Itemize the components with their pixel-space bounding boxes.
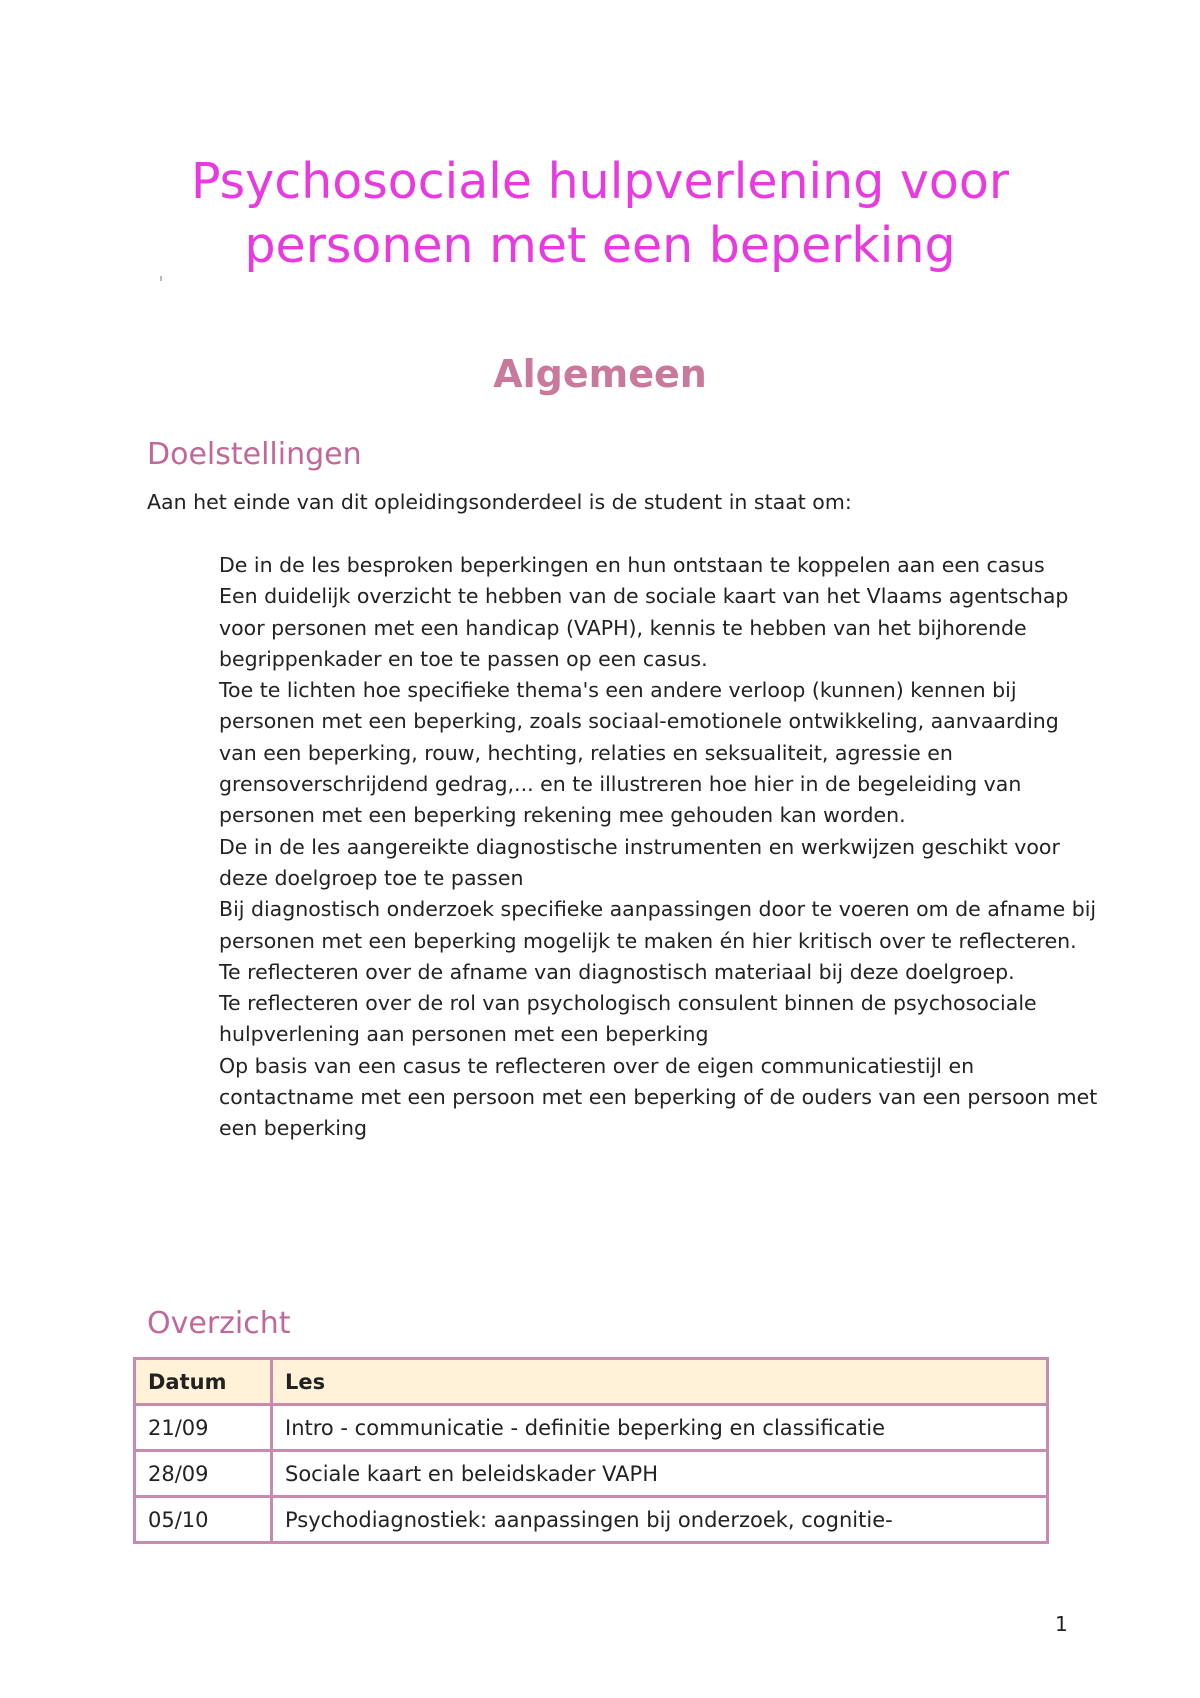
goal-item: Te reflecteren over de rol van psychologisch consulent binnen de psychosociale hulpverlening aan personen met een beperking <box>219 991 1037 1047</box>
document-title: Psychosociale hulpverlening voor personen met een beperking <box>191 153 1009 274</box>
goal-item: Te reflecteren over de afname van diagnostisch materiaal bij deze doelgroep. <box>219 959 1015 984</box>
goals-list <box>219 550 1099 1145</box>
table-row <box>135 1497 1048 1543</box>
goal-item: Bij diagnostisch onderzoek specifieke aanpassingen door te voeren om de afname bij personen met een beperking mogelijk te maken én hier kritisch over te reflecteren. <box>219 897 1097 953</box>
column-header-datum: Datum <box>135 1359 272 1405</box>
page-number: 1 <box>1055 1612 1068 1636</box>
goal-item: Toe te lichten hoe specifieke thema's een andere verloop (kunnen) kennen bij personen met een beperking, zoals sociaal-emotionele ontwikkeling, aanvaarding van een beperking, rouw, hechting, relaties en seksualiteit, agressie en grensoverschrijdend gedrag,... en te illustreren hoe hier in de begeleiding van personen met een beperking rekening mee gehouden kan worden. <box>219 678 1059 828</box>
table-row <box>135 1405 1048 1451</box>
overzicht-heading: Overzicht <box>147 1306 291 1341</box>
cell-les: Sociale kaart en beleidskader VAPH <box>272 1451 1048 1497</box>
goal-item: Op basis van een casus te reflecteren over de eigen communicatiestijl en contactname met een persoon met een beperking of de ouders van een persoon met een beperking <box>219 1053 1098 1141</box>
column-header-les: Les <box>272 1359 1048 1405</box>
section-heading: Algemeen <box>493 352 707 396</box>
title-mark <box>160 276 162 281</box>
cell-datum: 28/09 <box>135 1451 272 1497</box>
cell-datum: 05/10 <box>135 1497 272 1543</box>
overview-table <box>133 1357 1049 1544</box>
goal-item: De in de les besproken beperkingen en hun ontstaan te koppelen aan een casus <box>219 553 1045 577</box>
table-row <box>135 1451 1048 1497</box>
doelstellingen-heading: Doelstellingen <box>147 437 362 472</box>
cell-datum: 21/09 <box>135 1405 272 1451</box>
cell-les: Intro - communicatie - definitie beperking en classificatie <box>272 1405 1048 1451</box>
doelstellingen-intro: Aan het einde van dit opleidingsonderdeel is de student in staat om: <box>147 490 852 514</box>
table-header-row <box>135 1359 1048 1405</box>
goal-item: Een duidelijk overzicht te hebben van de sociale kaart van het Vlaams agentschap voor personen met een handicap (VAPH), kennis te hebben van het bijhorende begrippenkader en toe te passen op een casus. <box>219 584 1069 671</box>
cell-les: Psychodiagnostiek: aanpassingen bij onderzoek, cognitie- <box>272 1497 1048 1543</box>
goal-item: De in de les aangereikte diagnostische instrumenten en werkwijzen geschikt voor deze doelgroep toe te passen <box>219 834 1060 890</box>
